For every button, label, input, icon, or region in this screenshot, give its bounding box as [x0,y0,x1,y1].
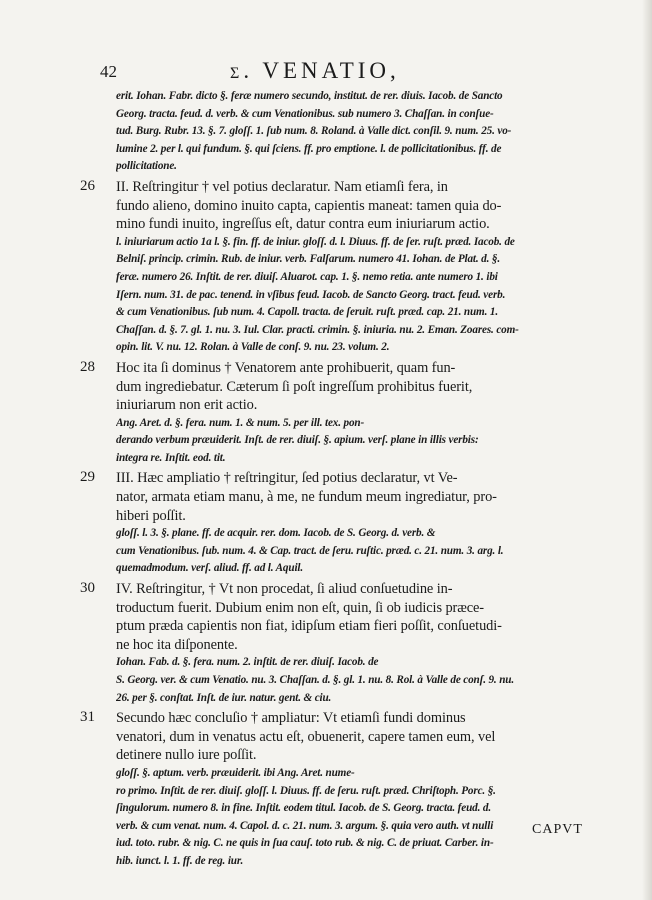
main-text-line: III. Hæc ampliatio † reſtringitur, ſed potius declaratur, vt Ve- [116,470,458,487]
citation-line: iud. toto. rubr. & nig. C. ne quis in ſua cauſ. toto rub. & nig. C. de priuat. Carber. in- [116,837,494,850]
citation-note [116,765,588,871]
main-text [116,709,588,765]
main-text-line: nator, armata etiam manu, à me, ne fundum meum ingrediatur, pro- [116,489,497,506]
citation-line: feræ. numero 26. Inſtit. de rer. diuiſ. Aluarot. cap. 1. §. nemo retia. ante numero 1. ibi [116,270,498,283]
citation-line: Ang. Aret. d. §. fera. num. 1. & num. 5. per ill. tex. pon- [116,416,365,429]
citation-line: ro primo. Inſtit. de rer. diuiſ. gloſſ. l. Diuus. ff. de ſeru. ruſt. præd. Chriſtoph. Porc. §. [116,784,496,797]
main-text-line: iniuriarum non erit actio. [116,397,258,414]
citation-line: gloſſ. §. aptum. verb. præuiderit. ibi Ang. Aret. nume- [116,766,355,779]
margin-number: 28 [80,358,95,375]
paragraph [80,358,588,468]
paragraph [80,469,588,578]
running-title: ʃ. VENATIO, [230,58,400,83]
citation-line: cum Venationibus. ſub. num. 4. & Cap. tract. de ſeru. ruſtic. præd. c. 21. num. 3. arg. l. [116,544,504,557]
citation-line: Iſern. num. 31. de pac. tenend. in vſibus feud. Iacob. de Sancto Georg. tract. feud. verb. [116,288,506,301]
main-text-line: venatori, dum in venatus actu eſt, obuenerit, capere tamen eum, vel [116,728,496,745]
citation-note [116,654,588,707]
citation-line: quemadmodum. verſ. aliud. ff. ad l. Aquil. [116,562,304,575]
citation-line: & cum Venationibus. ſub num. 4. Capoll. tracta. de ſeruit. ruſt. præd. cap. 21. num. 1. [116,306,498,319]
citation-line: ſingulorum. numero 8. in fine. Inſtit. eodem titul. Iacob. de S. Georg. tracta. feud. d. [116,802,491,815]
main-text-line: mino fundi inuito, ingreſſus eſt, datur contra eum iniuriarum actio. [116,216,490,233]
main-text-line: dum ingrediebatur. Cæterum ſi poſt ingreſſum prohibitus fuerit, [116,378,473,395]
citation-line: S. Georg. ver. & cum Venatio. nu. 3. Chaſſan. d. §. gl. 1. nu. 8. Rol. à Valle de conſ. 9. nu. [116,674,515,686]
citation-line: hib. iunct. l. 1. ff. de reg. iur. [116,854,244,867]
citation-line: Chaſſan. d. §. 7. gl. 1. nu. 3. Iul. Clar. practi. crimin. §. iniuria. nu. 2. Eman. Zoares. com- [116,323,519,336]
citation-line: 26. per §. conſtat. Inſt. de iur. natur. gent. & ciu. [116,691,332,704]
margin-number: 30 [80,580,95,597]
citation-line: l. iniuriarum actio 1a l. §. fin. ff. de iniur. gloſſ. d. l. Diuus. ff. de ſer. ruſt. præd. Iacob. de [116,235,515,248]
citation-line: Georg. tracta. feud. d. verb. & cum Venationibus. sub numero 3. Chaſſan. in conſue- [116,107,494,120]
citation-line: derando verbum præuiderit. Inſt. de rer. diuiſ. §. apium. verſ. plane in illis verbis: [116,434,479,447]
citation-line: Belniſ. princip. crimin. Rub. de iniur. verb. Falſarum. numero 41. Iohan. de Plat. d. §. [116,253,501,266]
citation-line: verb. & cum venat. num. 4. Capol. d. c. 21. num. 3. argum. §. quia vero auth. vt nulli [116,819,494,832]
citation-note [116,88,588,176]
citation-note [116,234,588,357]
citation-line: lumine 2. per l. qui fundum. §. qui ſciens. ff. pro emptione. l. de pollicitationibus. ff. de [116,142,502,155]
citation-line: integra re. Inſtit. eod. tit. [116,451,226,464]
citation-line: erit. Iohan. Fabr. dicto §. feræ numero secundo, institut. de rer. diuis. Iacob. de Sancto [116,90,503,102]
margin-number: 26 [80,177,95,194]
page-number: 42 [100,62,117,81]
main-text [116,178,588,234]
page-header [100,58,620,88]
main-text [116,580,588,654]
paragraph-gap [116,871,588,873]
main-text-line: Secundo hæc concluſio † ampliatur: Vt etiamſi fundi dominus [116,710,466,727]
paragraph [80,580,588,707]
citation-line: pollicitatione. [116,160,177,173]
main-text-line: Hoc ita ſi dominus † Venatorem ante prohibuerit, quam fun- [116,359,456,376]
main-text-line: troductum fuerit. Dubium enim non eſt, quin, ſi ob iudicis præce- [116,599,484,616]
page-edge-shadow [642,0,652,900]
main-text-line: ptum præda capientis non fiat, idipſum etiam fieri poſſit, conſuetudi- [116,618,502,635]
main-text-line: IV. Reſtringitur, † Vt non procedat, ſi aliud conſuetudine in- [116,581,453,598]
paragraph [116,88,588,176]
citation-line: opin. lit. V. nu. 12. Rolan. à Valle de conſ. 9. nu. 23. volum. 2. [116,341,390,354]
citation-line: gloſſ. l. 3. §. plane. ff. de acquir. rer. dom. Iacob. de S. Georg. d. verb. & [116,527,436,540]
body-text [80,88,588,873]
margin-number: 29 [80,469,95,486]
citation-line: tud. Burg. Rubr. 13. §. 7. gloſſ. 1. ſub num. 8. Roland. à Valle dict. conſil. 9. num. 25. vo- [116,125,512,138]
citation-note [116,525,588,578]
citation-line: Iohan. Fab. d. §. fera. num. 2. inſtit. de rer. diuiſ. Iacob. de [116,656,379,669]
main-text-line: ne hoc ita diſponente. [116,636,238,653]
main-text-line: II. Reſtringitur † vel potius declaratur. Nam etiamſi fera, in [116,178,448,195]
catchword: CAPVT [532,822,583,837]
paragraph [80,709,588,870]
main-text [116,359,588,415]
main-text-line: fundo alieno, domino inuito capta, capientis maneat: tamen quia do- [116,197,502,214]
main-text-line: hiberi poſſit. [116,507,186,524]
margin-number: 31 [80,709,95,726]
main-text [116,469,588,525]
main-text-line: detinere nullo iure poſſit. [116,747,257,764]
citation-note [116,415,588,468]
paragraph [80,177,588,357]
